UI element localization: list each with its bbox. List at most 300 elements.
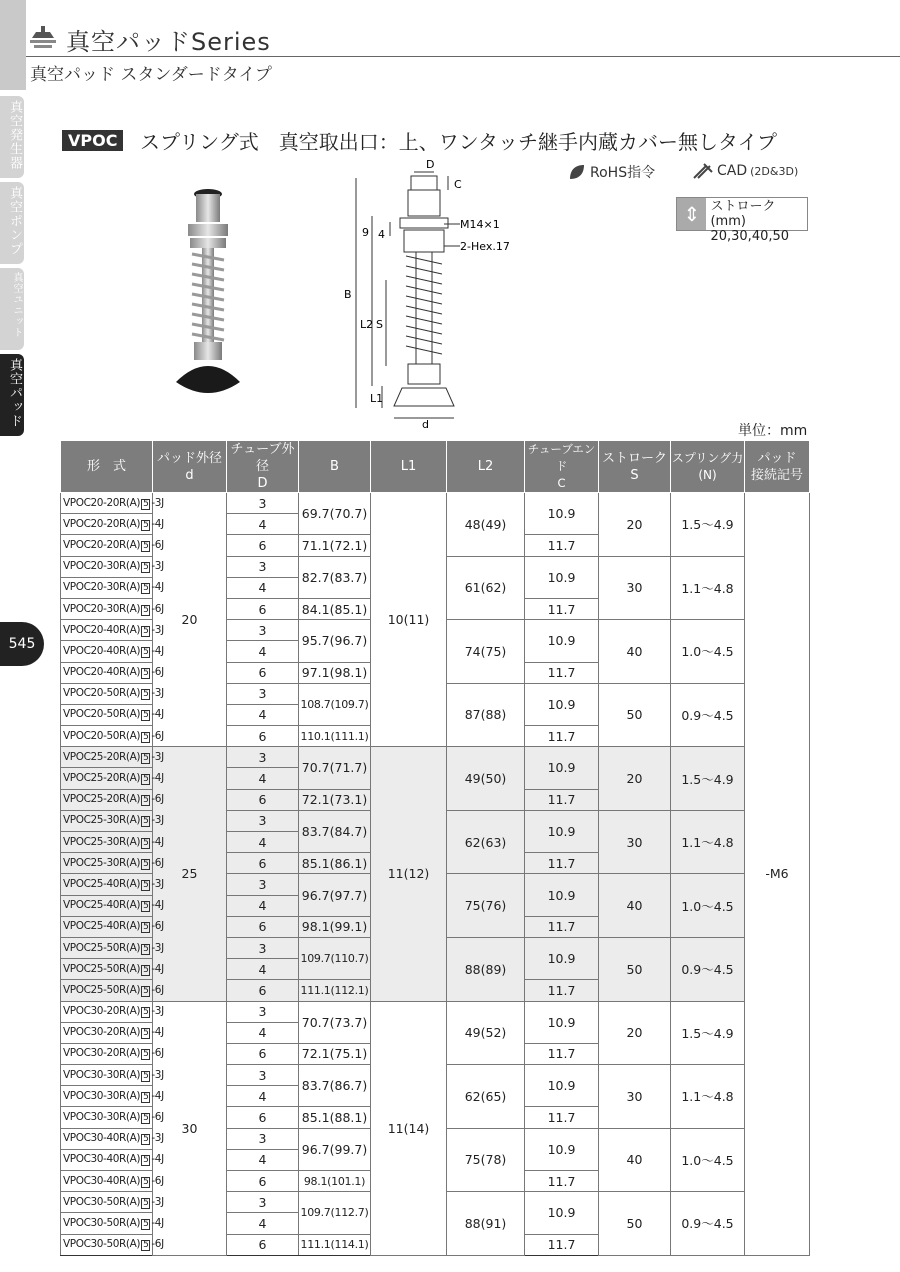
c-cell: 11.7 xyxy=(525,916,599,937)
b-cell: 109.7(110.7) xyxy=(299,937,371,979)
model-box-mark: 5 xyxy=(143,710,149,721)
model-cell xyxy=(61,1128,164,1149)
model-suffix: -3J xyxy=(151,941,164,954)
header-strip xyxy=(0,0,26,90)
model-cell xyxy=(61,1213,164,1234)
table-row xyxy=(61,747,810,768)
model-box-mark: 5 xyxy=(143,519,149,530)
dim-label-L2: L2 xyxy=(360,318,374,331)
model-prefix: VPOC20-20R(A) xyxy=(63,496,141,509)
model-box-mark: 5 xyxy=(143,774,149,785)
tube-size-cell: 4 xyxy=(227,959,299,980)
model-prefix: VPOC25-50R(A) xyxy=(63,983,141,996)
stroke-cell: 50 xyxy=(599,937,671,1001)
vacuum-pad-icon xyxy=(30,26,56,48)
spring-cell: 1.5～4.9 xyxy=(671,1001,745,1065)
spring-cell: 1.0～4.5 xyxy=(671,874,745,938)
model-cell xyxy=(61,662,164,683)
model-cell xyxy=(61,641,164,662)
tube-size-cell: 4 xyxy=(227,1213,299,1234)
model-suffix: -3J xyxy=(151,1005,164,1018)
l2-cell: 48(49) xyxy=(447,493,525,557)
model-box-mark: 5 xyxy=(143,1007,149,1018)
b-cell: 83.7(84.7) xyxy=(299,810,371,852)
model-cell xyxy=(61,535,164,556)
c-cell: 10.9 xyxy=(525,937,599,979)
model-suffix: -6J xyxy=(151,729,164,742)
b-cell: 95.7(96.7) xyxy=(299,620,371,662)
model-cell xyxy=(61,980,164,1001)
tube-size-cell: 6 xyxy=(227,598,299,619)
spring-cell: 1.0～4.5 xyxy=(671,620,745,684)
tube-size-cell: 4 xyxy=(227,1149,299,1170)
model-box-mark: 5 xyxy=(143,1113,149,1124)
tube-size-cell: 4 xyxy=(227,832,299,853)
model-box-mark: 5 xyxy=(143,752,149,763)
model-prefix: VPOC25-40R(A) xyxy=(63,920,141,933)
dim-label-hex: 2-Hex.17 xyxy=(460,240,510,253)
model-prefix: VPOC30-30R(A) xyxy=(63,1068,141,1081)
spec-table xyxy=(60,440,810,1256)
model-box-mark: 5 xyxy=(143,837,149,848)
tube-size-cell: 6 xyxy=(227,1043,299,1064)
b-cell: 71.1(72.1) xyxy=(299,535,371,556)
l2-cell: 88(89) xyxy=(447,937,525,1001)
model-prefix: VPOC20-20R(A) xyxy=(63,517,141,530)
stroke-cell: 40 xyxy=(599,620,671,684)
model-suffix: -4J xyxy=(151,1153,164,1166)
dim-label-9: 9 xyxy=(362,226,369,239)
model-box-mark: 5 xyxy=(143,879,149,890)
tube-size-cell: 3 xyxy=(227,1192,299,1213)
model-cell xyxy=(61,832,164,853)
model-suffix: -4J xyxy=(151,1089,164,1102)
header-pad-d: パッド外径 d xyxy=(153,441,227,493)
header-b: B xyxy=(299,441,371,493)
model-suffix: -6J xyxy=(151,602,164,615)
c-cell: 11.7 xyxy=(525,726,599,747)
l2-cell: 49(52) xyxy=(447,1001,525,1065)
header-spring: スプリング力 (N) xyxy=(671,441,745,493)
model-box-mark: 5 xyxy=(143,1134,149,1145)
b-cell: 98.1(101.1) xyxy=(299,1171,371,1192)
stroke-cell: 30 xyxy=(599,556,671,620)
model-box-mark: 5 xyxy=(143,646,149,657)
model-suffix: -3J xyxy=(151,1195,164,1208)
model-prefix: VPOC30-40R(A) xyxy=(63,1174,141,1187)
model-cell xyxy=(61,874,164,895)
c-cell: 11.7 xyxy=(525,1171,599,1192)
series-title: 真空パッドSeries xyxy=(66,28,271,56)
model-cell xyxy=(61,598,164,619)
dim-label-d: d xyxy=(422,418,429,431)
model-box-mark: 5 xyxy=(143,922,149,933)
pad-diameter-cell: 25 xyxy=(153,747,227,1001)
model-box-mark: 5 xyxy=(143,498,149,509)
model-prefix: VPOC20-50R(A) xyxy=(63,729,141,742)
model-prefix: VPOC30-40R(A) xyxy=(63,1132,141,1145)
model-suffix: -4J xyxy=(151,1216,164,1229)
model-prefix: VPOC20-30R(A) xyxy=(63,560,141,573)
model-prefix: VPOC20-20R(A) xyxy=(63,538,141,551)
spring-cell: 0.9～4.5 xyxy=(671,937,745,1001)
stroke-label: ストローク(mm) xyxy=(710,199,776,229)
model-suffix: -4J xyxy=(151,899,164,912)
b-cell: 85.1(86.1) xyxy=(299,853,371,874)
model-box-mark: 5 xyxy=(143,985,149,996)
l1-cell: 11(14) xyxy=(371,1001,447,1255)
leaf-icon xyxy=(568,163,586,181)
model-suffix: -6J xyxy=(151,856,164,869)
table-row xyxy=(61,1001,810,1022)
model-box-mark: 5 xyxy=(143,858,149,869)
model-box-mark: 5 xyxy=(143,1049,149,1060)
b-cell: 98.1(99.1) xyxy=(299,916,371,937)
stroke-cell: 40 xyxy=(599,1128,671,1192)
model-suffix: -6J xyxy=(151,1174,164,1187)
model-box-mark: 5 xyxy=(143,562,149,573)
tube-size-cell: 3 xyxy=(227,937,299,958)
model-prefix: VPOC30-50R(A) xyxy=(63,1216,141,1229)
tube-size-cell: 3 xyxy=(227,810,299,831)
header-pad-code: パッド 接続記号 xyxy=(745,441,810,493)
model-suffix: -4J xyxy=(151,708,164,721)
pad-diameter-cell: 20 xyxy=(153,493,227,747)
stroke-cell: 20 xyxy=(599,747,671,811)
caliper-icon xyxy=(692,162,714,180)
model-suffix: -6J xyxy=(151,1047,164,1060)
model-cell xyxy=(61,726,164,747)
model-prefix: VPOC25-30R(A) xyxy=(63,814,141,827)
model-cell xyxy=(61,747,164,768)
model-cell xyxy=(61,556,164,577)
model-box-mark: 5 xyxy=(143,964,149,975)
model-cell xyxy=(61,768,164,789)
c-cell: 11.7 xyxy=(525,535,599,556)
model-box-mark: 5 xyxy=(143,689,149,700)
tube-size-cell: 6 xyxy=(227,1171,299,1192)
model-prefix: VPOC25-50R(A) xyxy=(63,941,141,954)
model-suffix: -4J xyxy=(151,962,164,975)
l2-cell: 62(63) xyxy=(447,810,525,874)
product-photo xyxy=(166,182,256,404)
model-suffix: -6J xyxy=(151,793,164,806)
l2-cell: 75(76) xyxy=(447,874,525,938)
dim-label-S: S xyxy=(376,318,383,331)
c-cell: 10.9 xyxy=(525,1065,599,1107)
spring-cell: 1.5～4.9 xyxy=(671,493,745,557)
tube-size-cell: 3 xyxy=(227,683,299,704)
header-l2: L2 xyxy=(447,441,525,493)
c-cell: 10.9 xyxy=(525,747,599,789)
model-cell xyxy=(61,1022,164,1043)
l2-cell: 49(50) xyxy=(447,747,525,811)
c-cell: 10.9 xyxy=(525,810,599,852)
model-box-mark: 5 xyxy=(143,1155,149,1166)
tube-size-cell: 4 xyxy=(227,577,299,598)
product-title: スプリング式 真空取出口：上、ワンタッチ継手内蔵カバー無しタイプ xyxy=(140,130,777,154)
model-box-mark: 5 xyxy=(143,583,149,594)
unit-label: 単位：mm xyxy=(738,423,808,439)
model-suffix: -4J xyxy=(151,835,164,848)
model-prefix: VPOC20-40R(A) xyxy=(63,666,141,679)
model-prefix: VPOC30-20R(A) xyxy=(63,1005,141,1018)
tube-size-cell: 3 xyxy=(227,1001,299,1022)
stroke-cell: 20 xyxy=(599,1001,671,1065)
dim-label-4: 4 xyxy=(378,228,385,241)
dim-label-B: B xyxy=(344,288,352,301)
tube-size-cell: 3 xyxy=(227,1128,299,1149)
tube-size-cell: 6 xyxy=(227,662,299,683)
dim-label-C: C xyxy=(454,178,462,191)
l2-cell: 74(75) xyxy=(447,620,525,684)
model-prefix: VPOC25-20R(A) xyxy=(63,793,141,806)
model-prefix: VPOC20-30R(A) xyxy=(63,581,141,594)
tube-size-cell: 3 xyxy=(227,747,299,768)
stroke-cell: 30 xyxy=(599,1065,671,1129)
spring-cell: 1.5～4.9 xyxy=(671,747,745,811)
c-cell: 10.9 xyxy=(525,620,599,662)
b-cell: 85.1(88.1) xyxy=(299,1107,371,1128)
model-prefix: VPOC30-20R(A) xyxy=(63,1047,141,1060)
model-suffix: -3J xyxy=(151,814,164,827)
header-s: ストローク S xyxy=(599,441,671,493)
b-cell: 83.7(86.7) xyxy=(299,1065,371,1107)
model-cell xyxy=(61,789,164,810)
model-prefix: VPOC30-40R(A) xyxy=(63,1153,141,1166)
dim-label-L1: L1 xyxy=(370,392,384,405)
header-tube-d: チューブ外径 D xyxy=(227,441,299,493)
b-cell: 84.1(85.1) xyxy=(299,598,371,619)
side-tab-vacuum-generator[interactable]: 真空発生器 xyxy=(0,96,24,178)
tube-size-cell: 4 xyxy=(227,768,299,789)
header-c: チューブエンド C xyxy=(525,441,599,493)
c-cell: 11.7 xyxy=(525,1043,599,1064)
cad-mark xyxy=(692,162,798,180)
stroke-arrow-icon: ⇕ xyxy=(677,198,706,230)
model-suffix: -3J xyxy=(151,1068,164,1081)
b-cell: 109.7(112.7) xyxy=(299,1192,371,1234)
model-cell xyxy=(61,1192,164,1213)
spring-cell: 1.1～4.8 xyxy=(671,556,745,620)
c-cell: 10.9 xyxy=(525,683,599,725)
stroke-cell: 40 xyxy=(599,874,671,938)
side-tab-vacuum-unit[interactable]: 真空ユニット xyxy=(0,268,24,350)
b-cell: 69.7(70.7) xyxy=(299,493,371,535)
model-suffix: -4J xyxy=(151,1026,164,1039)
cad-note: (2D&3D) xyxy=(750,164,799,178)
model-suffix: -4J xyxy=(151,517,164,530)
l2-cell: 62(65) xyxy=(447,1065,525,1129)
spring-cell: 1.0～4.5 xyxy=(671,1128,745,1192)
l2-cell: 88(91) xyxy=(447,1192,525,1256)
model-prefix: VPOC25-30R(A) xyxy=(63,835,141,848)
b-cell: 111.1(112.1) xyxy=(299,980,371,1001)
l1-cell: 11(12) xyxy=(371,747,447,1001)
tube-size-cell: 4 xyxy=(227,1086,299,1107)
model-box-mark: 5 xyxy=(143,901,149,912)
c-cell: 10.9 xyxy=(525,493,599,535)
pad-code-cell: -M6 xyxy=(745,493,810,1256)
model-cell xyxy=(61,1234,164,1255)
stroke-cell: 30 xyxy=(599,810,671,874)
model-suffix: -6J xyxy=(151,1111,164,1124)
tube-size-cell: 6 xyxy=(227,726,299,747)
spring-cell: 0.9～4.5 xyxy=(671,683,745,747)
tube-size-cell: 4 xyxy=(227,641,299,662)
c-cell: 10.9 xyxy=(525,1001,599,1043)
c-cell: 11.7 xyxy=(525,598,599,619)
model-suffix: -6J xyxy=(151,920,164,933)
spring-cell: 0.9～4.5 xyxy=(671,1192,745,1256)
model-suffix: -3J xyxy=(151,750,164,763)
pad-diameter-cell: 30 xyxy=(153,1001,227,1255)
tube-size-cell: 3 xyxy=(227,556,299,577)
table-header-row xyxy=(61,441,810,493)
model-cell xyxy=(61,704,164,725)
l2-cell: 75(78) xyxy=(447,1128,525,1192)
c-cell: 10.9 xyxy=(525,556,599,598)
l2-cell: 61(62) xyxy=(447,556,525,620)
rohs-label: RoHS指令 xyxy=(590,165,656,181)
model-cell xyxy=(61,683,164,704)
model-suffix: -4J xyxy=(151,772,164,785)
model-prefix: VPOC20-40R(A) xyxy=(63,623,141,636)
model-cell xyxy=(61,1065,164,1086)
tube-size-cell: 6 xyxy=(227,980,299,1001)
model-prefix: VPOC30-50R(A) xyxy=(63,1195,141,1208)
model-prefix: VPOC20-50R(A) xyxy=(63,708,141,721)
model-cell xyxy=(61,916,164,937)
model-box-mark: 5 xyxy=(143,625,149,636)
tube-size-cell: 3 xyxy=(227,1065,299,1086)
model-suffix: -3J xyxy=(151,623,164,636)
model-box-mark: 5 xyxy=(143,540,149,551)
model-box-mark: 5 xyxy=(143,1028,149,1039)
b-cell: 72.1(73.1) xyxy=(299,789,371,810)
model-cell xyxy=(61,1149,164,1170)
page-number: 545 xyxy=(0,622,44,666)
model-prefix: VPOC30-30R(A) xyxy=(63,1089,141,1102)
b-cell: 97.1(98.1) xyxy=(299,662,371,683)
stroke-cell: 50 xyxy=(599,1192,671,1256)
model-suffix: -4J xyxy=(151,581,164,594)
model-prefix: VPOC25-20R(A) xyxy=(63,750,141,763)
model-suffix: -3J xyxy=(151,877,164,890)
tube-size-cell: 4 xyxy=(227,895,299,916)
model-cell xyxy=(61,493,164,514)
model-prefix: VPOC20-40R(A) xyxy=(63,644,141,657)
model-suffix: -6J xyxy=(151,666,164,679)
side-tab-vacuum-pump[interactable]: 真空ポンプ xyxy=(0,182,24,264)
stroke-cell: 50 xyxy=(599,683,671,747)
cad-label: CAD xyxy=(717,163,748,179)
model-cell xyxy=(61,853,164,874)
sub-title: 真空パッド スタンダードタイプ xyxy=(30,65,272,85)
model-box-mark: 5 xyxy=(143,1176,149,1187)
table-row xyxy=(61,493,810,514)
c-cell: 10.9 xyxy=(525,874,599,916)
stroke-values: 20,30,40,50 xyxy=(710,229,790,244)
c-cell: 11.7 xyxy=(525,1107,599,1128)
dimension-drawing xyxy=(336,156,526,432)
spring-cell: 1.1～4.8 xyxy=(671,1065,745,1129)
model-cell xyxy=(61,1171,164,1192)
model-prefix: VPOC25-40R(A) xyxy=(63,899,141,912)
model-suffix: -3J xyxy=(151,687,164,700)
model-suffix: -6J xyxy=(151,983,164,996)
c-cell: 11.7 xyxy=(525,662,599,683)
tube-size-cell: 3 xyxy=(227,874,299,895)
model-box-mark: 5 xyxy=(143,668,149,679)
model-cell xyxy=(61,959,164,980)
model-box-mark: 5 xyxy=(143,1240,149,1251)
b-cell: 70.7(73.7) xyxy=(299,1001,371,1043)
rohs-mark xyxy=(568,162,655,182)
b-cell: 111.1(114.1) xyxy=(299,1234,371,1255)
tube-size-cell: 3 xyxy=(227,620,299,641)
model-suffix: -3J xyxy=(151,1132,164,1145)
model-prefix: VPOC25-30R(A) xyxy=(63,856,141,869)
model-box-mark: 5 xyxy=(143,731,149,742)
model-suffix: -3J xyxy=(151,496,164,509)
stroke-info xyxy=(676,197,808,244)
l1-cell: 10(11) xyxy=(371,493,447,747)
model-prefix: VPOC30-20R(A) xyxy=(63,1026,141,1039)
model-cell xyxy=(61,1001,164,1022)
model-cell xyxy=(61,895,164,916)
header-l1: L1 xyxy=(371,441,447,493)
b-cell: 72.1(75.1) xyxy=(299,1043,371,1064)
l2-cell: 87(88) xyxy=(447,683,525,747)
tube-size-cell: 6 xyxy=(227,1234,299,1255)
tube-size-cell: 3 xyxy=(227,493,299,514)
model-cell xyxy=(61,810,164,831)
model-suffix: -6J xyxy=(151,538,164,551)
b-cell: 82.7(83.7) xyxy=(299,556,371,598)
model-prefix: VPOC30-30R(A) xyxy=(63,1111,141,1124)
model-suffix: -4J xyxy=(151,644,164,657)
model-box-mark: 5 xyxy=(143,795,149,806)
model-box-mark: 5 xyxy=(143,1070,149,1081)
model-suffix: -6J xyxy=(151,1238,164,1251)
tube-size-cell: 6 xyxy=(227,916,299,937)
c-cell: 10.9 xyxy=(525,1128,599,1170)
model-cell xyxy=(61,1043,164,1064)
stroke-cell: 20 xyxy=(599,493,671,557)
dim-label-D: D xyxy=(426,158,435,171)
model-cell xyxy=(61,514,164,535)
c-cell: 11.7 xyxy=(525,1234,599,1255)
b-cell: 70.7(71.7) xyxy=(299,747,371,789)
tube-size-cell: 6 xyxy=(227,1107,299,1128)
b-cell: 108.7(109.7) xyxy=(299,683,371,725)
model-prefix: VPOC20-30R(A) xyxy=(63,602,141,615)
model-box-mark: 5 xyxy=(143,943,149,954)
dim-label-m14: M14×1 xyxy=(460,218,500,231)
model-box-mark: 5 xyxy=(143,1091,149,1102)
side-tab-vacuum-pad[interactable]: 真空パッド xyxy=(0,354,24,436)
model-prefix: VPOC25-40R(A) xyxy=(63,877,141,890)
tube-size-cell: 4 xyxy=(227,514,299,535)
model-cell xyxy=(61,1107,164,1128)
c-cell: 11.7 xyxy=(525,980,599,1001)
tube-size-cell: 6 xyxy=(227,789,299,810)
spring-cell: 1.1～4.8 xyxy=(671,810,745,874)
header-divider xyxy=(26,56,900,57)
tube-size-cell: 6 xyxy=(227,853,299,874)
tube-size-cell: 6 xyxy=(227,535,299,556)
